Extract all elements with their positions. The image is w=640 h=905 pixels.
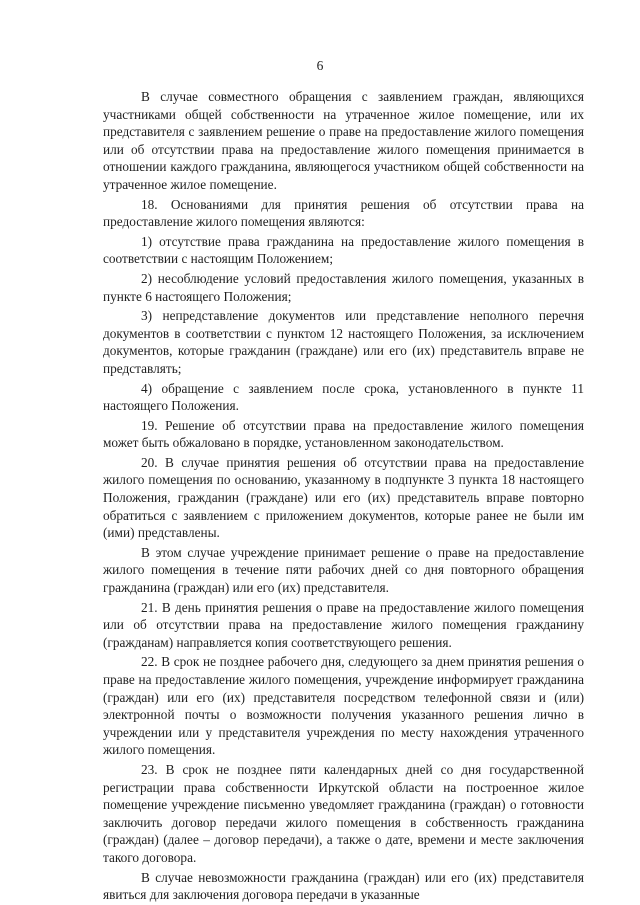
paragraph: 19. Решение об отсутствии права на предоставление жилого помещения может быть обжаловано в порядке, установленном законодательством.	[103, 417, 584, 451]
paragraph: 18. Основаниями для принятия решения об отсутствии права на предоставление жилого помещения являются:	[103, 196, 584, 230]
paragraph: В случае совместного обращения с заявлением граждан, являющихся участниками общей собственности на утраченное жилое помещение, или их представителя с заявлением решение о праве на предоставление жилого помещения или об отсутствии права на предоставление жилого помещения принимается в отношении каждого гражданина, являющегося участником общей собственности на утраченное жилое помещение.	[103, 89, 584, 192]
paragraph: 2) несоблюдение условий предоставления жилого помещения, указанных в пункте 6 настоящего Положения;	[103, 270, 584, 304]
paragraph: 1) отсутствие права гражданина на предоставление жилого помещения в соответствии с настоящим Положением;	[103, 233, 584, 267]
paragraph: 22. В срок не позднее рабочего дня, следующего за днем принятия решения о праве на предоставление жилого помещения, учреждение информирует гражданина (граждан) или его (их) представителя посредством телефонной связи и (или) электронной почты о возможности получения указанного решения лично в учреждении или у представителя учреждения по месту нахождения утраченного жилого помещения.	[103, 654, 584, 758]
page-number: 6	[316, 58, 324, 73]
paragraph: 20. В случае принятия решения об отсутствии права на предоставление жилого помещения по основанию, указанному в подпункте 3 пункта 18 настоящего Положения, гражданин (граждане) или его (их) представитель вправе повторно обратиться с заявлением с приложением документов, которые ранее не были им (ими) представлены.	[103, 454, 584, 541]
paragraph: В случае невозможности гражданина (граждан) или его (их) представителя явиться для заключения договора передачи в указанные	[103, 869, 584, 903]
document-body	[103, 88, 584, 904]
paragraph: 4) обращение с заявлением после срока, установленного в пункте 11 настоящего Положения.	[103, 380, 584, 414]
paragraph: 3) непредставление документов или представление неполного перечня документов в соответствии с пунктом 12 настоящего Положения, за исключением документов, которые гражданин (граждане) или его (их) представитель вправе не представлять;	[103, 308, 584, 376]
paragraph: В этом случае учреждение принимает решение о праве на предоставление жилого помещения в течение пяти рабочих дней со дня повторного обращения гражданина (граждан) или его (их) представителя.	[103, 544, 584, 596]
paragraph: 21. В день принятия решения о праве на предоставление жилого помещения или об отсутствии права на предоставление жилого помещения гражданину (гражданам) направляется копия соответствующего решения.	[103, 599, 584, 650]
paragraph: 23. В срок не позднее пяти календарных дней со дня государственной регистрации права собственности Иркутской области на построенное жилое помещение учреждение письменно уведомляет гражданина (граждан) о готовности заключить договор передачи жилого помещения в собственность гражданина (граждан) (далее – договор передачи), а также о дате, времени и месте заключения такого договора.	[103, 761, 584, 865]
